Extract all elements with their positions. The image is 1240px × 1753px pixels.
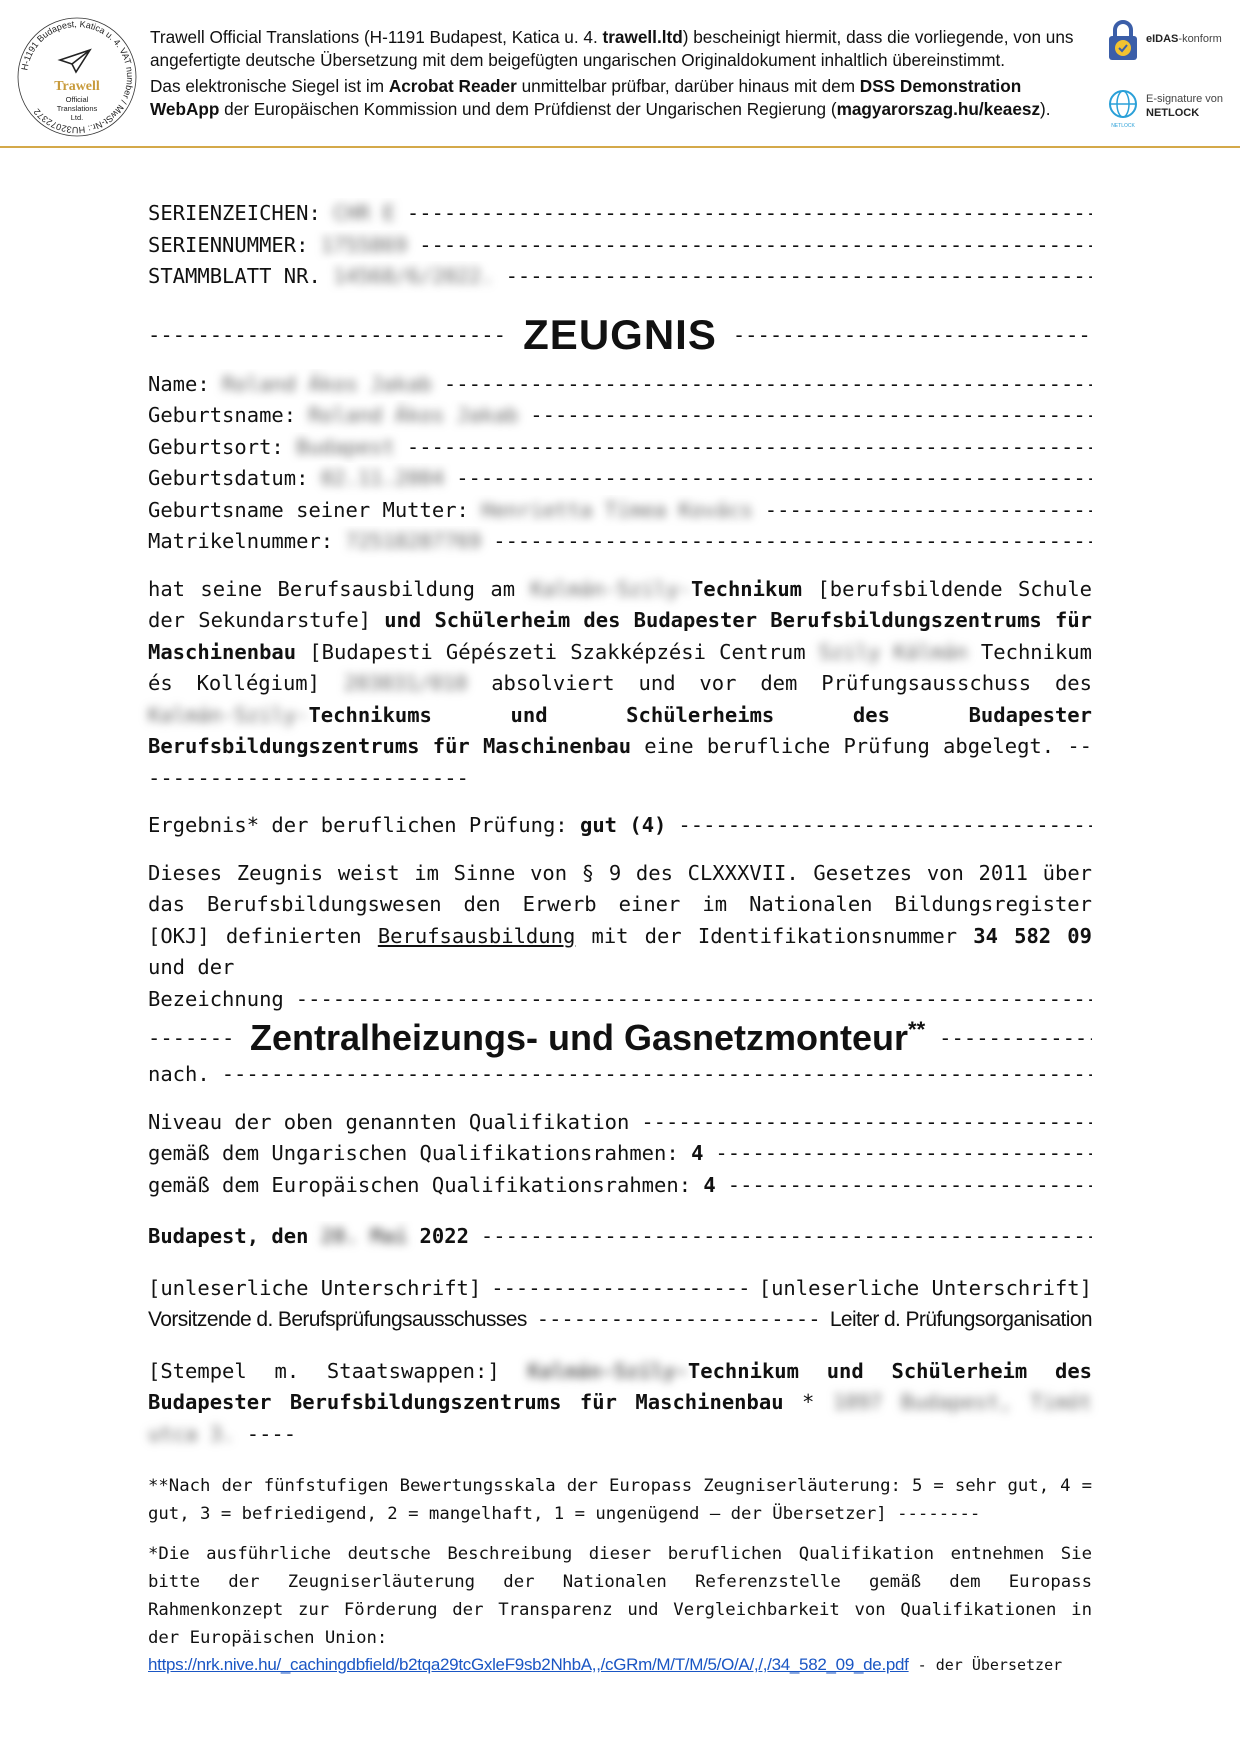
para-bold: Technikum [690, 576, 803, 601]
name-label: Name: [148, 371, 210, 396]
netlock-badge [1106, 86, 1238, 134]
matrikel-label: Matrikelnummer: [148, 529, 334, 553]
date-place: Budapest, den [148, 1224, 321, 1248]
netlock-label: E-signature von [1146, 93, 1224, 105]
date-row [148, 1221, 1092, 1253]
acrobat-reader: Acrobat Reader [388, 76, 517, 96]
geburtsdatum-label: Geburtsdatum: [148, 466, 309, 490]
geburtsort-label: Geburtsort: [148, 434, 284, 459]
para-text: [berufsbildende Schule der Sekundarstufe] [148, 576, 1093, 632]
europaeisch-level: 4 [703, 1172, 716, 1197]
cert-text: der Europäischen Kommission und dem Prüfdienst der Ungarischen Regierung ( [219, 99, 837, 119]
serienzeichen-row [148, 198, 1092, 230]
signature-badges [1106, 18, 1238, 154]
stammblatt-row [148, 261, 1092, 293]
identification-number: 34 582 09 [973, 923, 1092, 948]
para-text: [Budapesti Gépészeti Szakképzési Centrum [296, 639, 819, 664]
certificate-body [148, 198, 1092, 1679]
netlock-logo-text: NETLOCK [1111, 123, 1135, 129]
niveau-label: Niveau der oben genannten Qualifikation [148, 1109, 630, 1134]
grading-footnote: **Nach der fünfstufigen Bewertungsskala der Europass Zeugniserläuterung: 5 = sehr gut, 4 = gut, 3 = befriedigend, 2 = mangelhaft, 1 = ungenügend — der Übersetzer] -------- [148, 1476, 1092, 1524]
para-text: und der [148, 955, 235, 979]
role-right: Leiter d. Prüfungsorganisation [829, 1308, 1092, 1331]
signature-right: [unleserliche Unterschrift] [758, 1275, 1092, 1300]
date-redacted: 20. Mai [320, 1224, 408, 1248]
stamp-separator: * [783, 1390, 833, 1414]
date-year: 2022 [407, 1224, 469, 1248]
para-text: absolviert und vor dem Prüfungsausschuss des [467, 671, 1092, 695]
mutter-label: Geburtsname seiner Mutter: [148, 497, 469, 522]
serienzeichen-label: SERIENZEICHEN: [148, 201, 321, 225]
name-value: Roland Ákos Jakab [222, 371, 432, 396]
cert-text: ) bescheinigt hiermit, dass die vorliegende, von uns angefertigte deutsche Übersetzung mit dem beigefügten ungarischen Originaldokument inhaltlich übereinstimmt. [150, 27, 1074, 70]
geburtsname-label: Geburtsname: [148, 403, 297, 427]
stamp-paragraph [148, 1356, 1092, 1451]
certification-line-2 [150, 75, 1090, 121]
para-text: Technikum és Kollégium] [148, 639, 1092, 695]
certification-text [150, 26, 1090, 124]
cert-text: Trawell Official Translations (H-1191 Budapest, Katica u. 4. [150, 27, 603, 47]
training-paragraph: hat seine Berufsausbildung am Kalmán-Szily-Technikum [berufsbildende Schule der Sekundarstufe] und Schülerheim des Budapester Berufsbildungszentrums für Maschinenbau [Budapesti Gépészeti Szakképzési Centrum Szily Kálmán Technikum és Kollégium] 203031/010 absolviert und vor dem Prüfungsausschuss des Kalmán-Szily-Technikums und Schülerheims des Budapester Berufsbildungszentrums für Maschinenbau eine berufliche Prüfung abgelegt. ---------------------------- [148, 576, 1093, 790]
redacted-text: Kalmán-Szily- [527, 1358, 688, 1383]
dss-webapp: DSS Demonstration WebApp [150, 76, 1022, 119]
redacted-text: Kalmán-Szily- [530, 576, 691, 601]
para-text: eine berufliche Prüfung abgelegt. [631, 734, 1055, 758]
berufsausbildung-term: Berufsausbildung [377, 923, 576, 948]
signature-row [148, 1273, 1092, 1305]
role-left: Vorsitzende d. Berufsprüfungsausschusses [148, 1308, 527, 1331]
stammblatt-label: STAMMBLATT NR. [148, 264, 321, 288]
seal-sub3: Ltd. [70, 113, 84, 122]
redacted-text: Kalmán-Szily- [148, 702, 309, 727]
nach-row [148, 1059, 1092, 1091]
bezeichnung-label: Bezeichnung [148, 986, 284, 1011]
seal-sub1: Official [65, 95, 89, 104]
cert-text: ). [1040, 99, 1051, 119]
mutter-row [148, 495, 1092, 527]
qualification-footnote-mark: ** [908, 1017, 926, 1042]
matrikel-value: 72518287769 [345, 529, 482, 553]
cert-text: Das elektronische Siegel ist im [150, 76, 389, 96]
serienzeichen-value: CHR E [333, 201, 395, 225]
geburtsdatum-value: 02.11.2004 [320, 466, 445, 490]
stammblatt-value: 14568/6/2022. [333, 264, 494, 288]
geburtsdatum-row [148, 463, 1092, 495]
geburtsort-value: Budapest [296, 434, 395, 459]
para-bold: Technikums und Schülerheims des Budapester Berufsbildungszentrums für Maschinenbau [148, 702, 1092, 758]
name-row [148, 369, 1092, 401]
ungarisch-level: 4 [691, 1141, 704, 1165]
signature-left: [unleserliche Unterschrift] [148, 1275, 482, 1300]
seriennummer-value: 1755869 [320, 232, 408, 257]
redacted-address: 1097 Budapest, Timót utca 3. [148, 1390, 1093, 1446]
nrk-pdf-link[interactable]: https://nrk.nive.hu/_cachingdbfield/b2tqa29tcGxleF9sb2NhbA,,/cGRm/M/T/M/5/O/A/,/,/34_582_09_de.pdf [148, 1655, 909, 1674]
ergebnis-row [148, 810, 1092, 842]
paper-plane-icon [60, 50, 90, 72]
seal-brand: Trawell [54, 79, 100, 94]
qualification-title: Zentralheizungs- und Gasnetzmonteur [250, 1017, 909, 1058]
eidas-lock-icon [1106, 18, 1140, 62]
niveau-row [148, 1107, 1092, 1139]
document-title-row [148, 311, 1092, 359]
para-text: hat seine Berufsausbildung am [148, 576, 531, 601]
role-row [148, 1304, 1092, 1336]
europaeisch-row [148, 1170, 1092, 1202]
netlock-name: NETLOCK [1146, 107, 1200, 119]
keaesz-link: magyarorszag.hu/keaesz [836, 99, 1041, 119]
document-title: ZEUGNIS [523, 310, 717, 358]
bezeichnung-row [148, 984, 1092, 1016]
trawell-seal-logo [14, 14, 140, 140]
stamp-label: [Stempel m. Staatswappen:] [148, 1358, 528, 1383]
mutter-value: Henrietta Tímea Kovács [481, 497, 753, 522]
europaeisch-label: gemäß dem Europäischen Qualifikationsrahmen: [148, 1172, 704, 1197]
ungarisch-row [148, 1138, 1092, 1170]
translation-header [0, 0, 1240, 148]
netlock-globe-icon [1106, 86, 1140, 130]
para-bold: und Schülerheim des Budapester Berufsbildungszentrums für Maschinenbau [148, 608, 1093, 664]
qualification-title-row [148, 1017, 1092, 1059]
seal-ring-text: H-1191 Budapest, Katica u. 4. VAT number / MwSt-Nr.: HU32072372 [19, 18, 136, 136]
para-text: mit der Identifikationsnummer [575, 923, 974, 948]
cert-text: unmittelbar prüfbar, darüber hinaus mit dem [516, 76, 860, 96]
eidas-label: eIDAS [1146, 33, 1179, 45]
redacted-text: Szily Kálmán [818, 639, 968, 664]
legal-paragraph [148, 858, 1092, 984]
geburtsname-value: Roland Ákos Jakab [308, 403, 519, 427]
geburtsname-row [148, 400, 1092, 432]
seriennummer-label: SERIENNUMMER: [148, 232, 309, 257]
geburtsort-row [148, 432, 1092, 464]
redacted-text: 203031/010 [343, 671, 468, 695]
nach-label: nach. [148, 1062, 210, 1086]
ungarisch-label: gemäß dem Ungarischen Qualifikationsrahmen: [148, 1141, 692, 1165]
seriennummer-row [148, 230, 1092, 262]
certification-line-1 [150, 26, 1090, 72]
eidas-suffix: -konform [1178, 33, 1222, 45]
para-text: Dieses Zeugnis weist im Sinne von § 9 des CLXXXVII. Gesetzes von 2011 über das Berufsbildungswesen den Erwerb einer im Nationalen Bildungsregister [OKJ] definierten [148, 860, 1092, 948]
ergebnis-value: gut (4) [579, 813, 667, 837]
qualification-footnote: *Die ausführliche deutsche Beschreibung dieser beruflichen Qualifikation entnehmen Sie bitte der Zeugniserläuterung der Nationalen Referenzstelle gemäß dem Europass Rahmenkonzept zur Förderung der Transparenz und Vergleichbarkeit von Qualifikationen in der Europäischen Union: [148, 1544, 1092, 1648]
seal-sub2: Translations [56, 104, 98, 113]
stamp-dash: ---- [234, 1421, 297, 1446]
stamp-text: Technikum und Schülerheim des Budapester Berufsbildungszentrums für Maschinenbau [148, 1358, 1092, 1414]
matrikel-row [148, 526, 1092, 558]
ergebnis-label: Ergebnis* der beruflichen Prüfung: [148, 813, 580, 837]
eidas-badge [1106, 18, 1238, 66]
trawell-domain: trawell.ltd [602, 27, 683, 47]
link-row [148, 1652, 1092, 1679]
link-suffix: - der Übersetzer [908, 1656, 1063, 1674]
